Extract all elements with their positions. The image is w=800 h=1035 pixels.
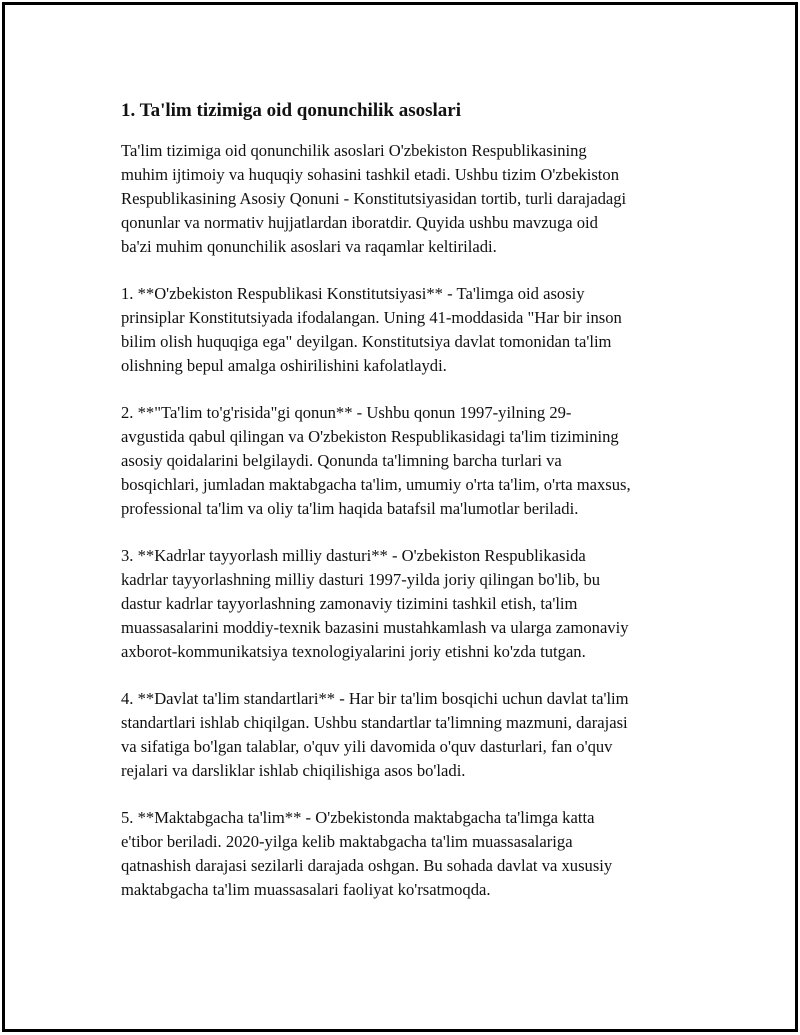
list-item-education-standards: 4. **Davlat ta'lim standartlari** - Har bir ta'lim bosqichi uchun davlat ta'lim standartlari ishlab chiqilgan. Ushbu standartlar ta'limning mazmuni, darajasi va sifatiga bo'lgan talablar, o'quv yili davomida o'quv dasturlari, fan o'quv rejalari va darsliklar ishlab chiqilishiga asos bo'ladi. — [121, 689, 629, 780]
list-item-preschool-education: 5. **Maktabgacha ta'lim** - O'zbekistonda maktabgacha ta'limga katta e'tibor beriladi. 2020-yilga kelib maktabgacha ta'lim muassasalariga qatnashish darajasi sezilarli darajada oshgan. Bu sohada davlat va xususiy maktabgacha ta'lim muassasalari faoliyat ko'rsatmoqda. — [121, 808, 613, 899]
intro-paragraph: Ta'lim tizimiga oid qonunchilik asoslari O'zbekiston Respublikasining muhim ijtimoiy va huquqiy sohasini tashkil etadi. Ushbu tizim O'zbekiston Respublikasining Asosiy Qonuni - Konstitutsiyasidan tortib, turli darajadagi qonunlar va normativ hujjatlardan iboratdir. Quyida ushbu mavzuga oid ba'zi muhim qonunchilik asoslari va raqamlar keltiriladi. — [121, 141, 627, 256]
list-item-constitution: 1. **O'zbekiston Respublikasi Konstitutsiyasi** - Ta'limga oid asosiy prinsiplar Konstitutsiyada ifodalangan. Uning 41-moddasida "Har bir inson bilim olish huquqiga ega" deyilgan. Konstitutsiya davlat tomonidan ta'lim olishning bepul amalga oshirilishini kafolatlaydi. — [121, 284, 622, 375]
document-body — [121, 95, 701, 925]
page-frame — [2, 2, 798, 1032]
list-item-education-law: 2. **"Ta'lim to'g'risida"gi qonun** - Ushbu qonun 1997-yilning 29- avgustida qabul qilingan va O'zbekiston Respublikasidagi ta'lim tizimining asosiy qoidalarini belgilaydi. Qonunda ta'limning barcha turlari va bosqichlari, jumladan maktabgacha ta'lim, umumiy o'rta ta'lim, o'rta maxsus, professional ta'lim va oliy ta'lim haqida batafsil ma'lumotlar beriladi. — [121, 403, 631, 518]
section-heading: 1. Ta'lim tizimiga oid qonunchilik asoslari — [121, 100, 461, 121]
list-item-personnel-program: 3. **Kadrlar tayyorlash milliy dasturi** - O'zbekiston Respublikasida kadrlar tayyorlashning milliy dasturi 1997-yilda joriy qilingan bo'lib, bu dastur kadrlar tayyorlashning zamonaviy tizimini tashkil etish, ta'lim muassasalarini moddiy-texnik bazasini mustahkamlash va ularga zamonaviy axborot-kommunikatsiya texnologiyalarini joriy etishni ko'zda tutgan. — [121, 546, 629, 661]
